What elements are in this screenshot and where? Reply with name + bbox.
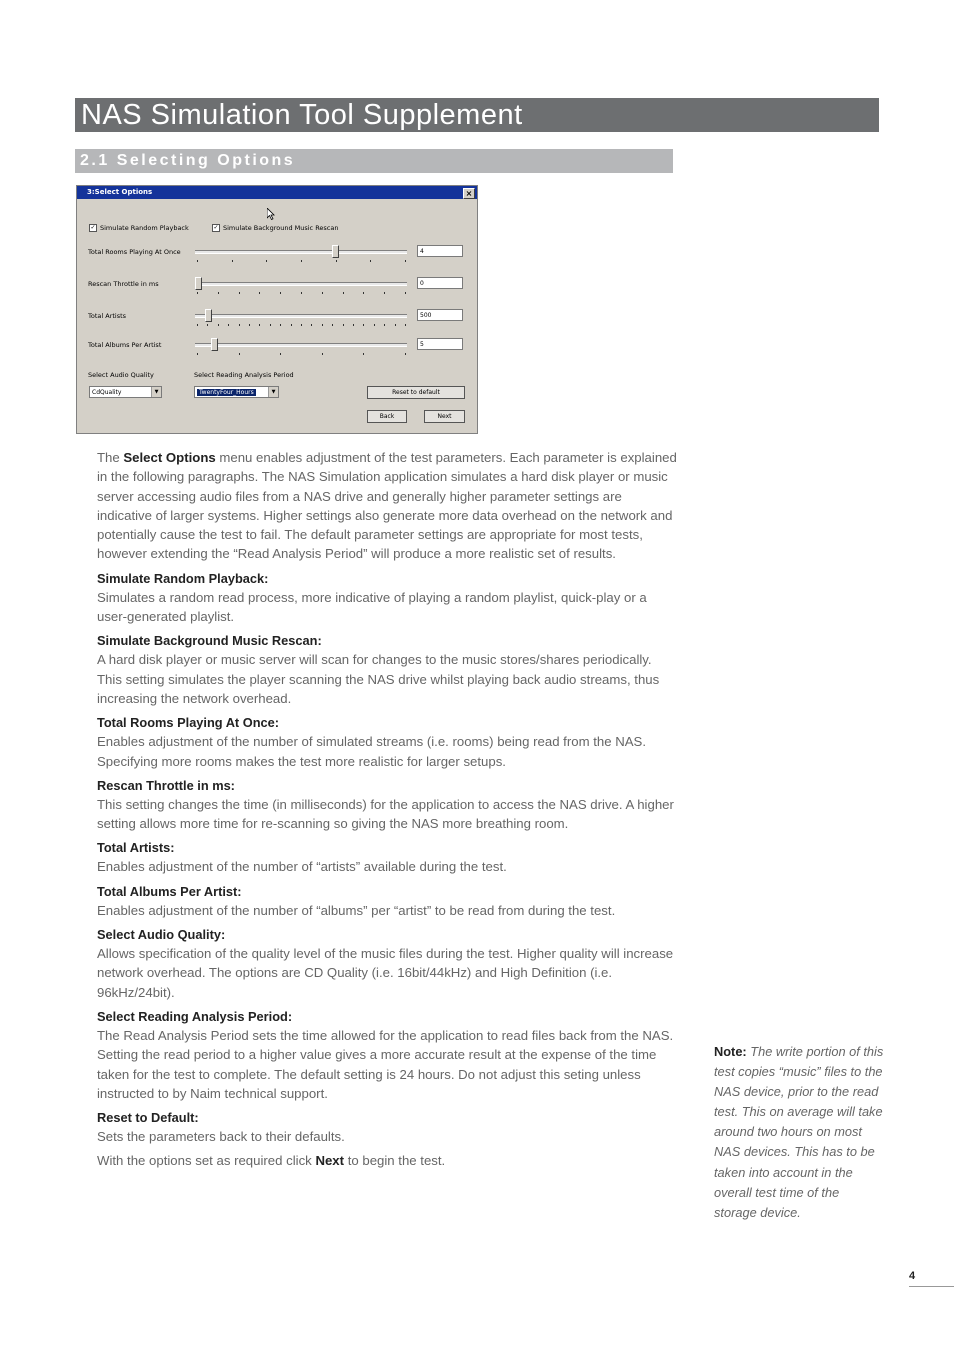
slider-value-input[interactable]: 500 [417, 309, 463, 321]
parameter-heading: Select Reading Analysis Period: [97, 1008, 293, 1024]
slider-tick [280, 353, 281, 355]
intro-paragraph [97, 448, 677, 564]
page-number: 4 [909, 1270, 954, 1287]
parameter-text: The Read Analysis Period sets the time allowed for the application to read files back from the NAS. Setting the read period to a higher value gives a more accurate result at the expense of the time taken for the test to complete. The default setting is 24 hours. Do not adjust this seting unless instructed to by Naim technical support. [97, 1027, 674, 1101]
analysis-period-select[interactable] [194, 386, 279, 398]
simulate-background-rescan-checkbox[interactable] [212, 224, 338, 232]
parameter-description [97, 631, 677, 708]
analysis-period-label: Select Reading Analysis Period [194, 371, 294, 379]
slider-tick [259, 324, 260, 326]
parameter-text: Enables adjustment of the number of “albums” per “artist” to be read from during the test. [97, 902, 616, 918]
slider-track[interactable] [195, 282, 407, 286]
slider-tick [322, 353, 323, 355]
slider-label: Total Rooms Playing At Once [88, 248, 181, 256]
slider-tick [239, 292, 240, 294]
back-button[interactable]: Back [367, 410, 407, 423]
page-title: NAS Simulation Tool Supplement [75, 98, 879, 132]
slider-label: Rescan Throttle in ms [88, 280, 159, 288]
slider-tick [311, 324, 312, 326]
slider-tick [353, 324, 354, 326]
slider-tick [280, 292, 281, 294]
slider-tick [405, 353, 406, 355]
parameter-heading: Total Artists: [97, 840, 175, 856]
slider-tick [363, 353, 364, 355]
slider-tick [363, 292, 364, 294]
slider-tick [370, 260, 371, 262]
slider-tick [384, 292, 385, 294]
slider-tick [343, 324, 344, 326]
slider-tick [280, 324, 281, 326]
slider-tick [301, 260, 302, 262]
slider-tick [266, 260, 267, 262]
slider-tick [249, 324, 250, 326]
slider-tick [395, 324, 396, 326]
parameter-text: Enables adjustment of the number of simulated streams (i.e. rooms) being read from the NAS. Specifying more rooms makes the test more realistic for larger setups. [97, 734, 647, 769]
audio-quality-value: CdQuality [92, 389, 122, 396]
parameter-text: This setting changes the time (in milliseconds) for the application to access the NAS drive. A higher setting allows more time for re-scanning so giving the NAS more breathing room. [97, 796, 674, 832]
check-icon: ✓ [213, 224, 219, 231]
note-label: Note: [714, 1044, 747, 1059]
parameter-heading: Simulate Background Music Rescan: [97, 633, 322, 649]
parameter-heading: Rescan Throttle in ms: [97, 777, 235, 793]
slider-tick [197, 292, 198, 294]
audio-quality-label: Select Audio Quality [88, 371, 154, 379]
intro-text-rest: menu enables adjustment of the test parameters. Each parameter is explained in the following paragraphs. The NAS Simulation application simulates a hard disk player or music server accessing audio files from a NAS drive and generally higher parameter settings are indicative of larger systems. Higher settings also generate more data overhead on the network and potentially cause the test to fail. The default parameter settings are appropriate for most tests, however extending the “Read Analysis Period” will produce a more realistic set of results. [97, 450, 677, 562]
slider-tick [363, 324, 364, 326]
slider-tick [228, 324, 229, 326]
slider-tick [239, 324, 240, 326]
slider-tick [384, 324, 385, 326]
parameter-text: Simulates a random read process, more indicative of playing a random playlist, quick-play or a user-generated playlist. [97, 589, 647, 625]
slider-value-input[interactable]: 0 [417, 277, 463, 289]
slider-tick [239, 353, 240, 355]
parameter-description [97, 713, 677, 771]
simulate-random-playback-checkbox[interactable] [89, 224, 189, 232]
closing-paragraph [97, 1151, 677, 1170]
parameter-description [97, 569, 677, 627]
parameter-heading: Simulate Random Playback: [97, 570, 269, 586]
slider-tick [405, 324, 406, 326]
parameter-heading: Total Rooms Playing At Once: [97, 715, 280, 731]
select-options-dialog [76, 185, 478, 434]
slider-tick [232, 260, 233, 262]
slider-tick [336, 260, 337, 262]
slider-tick [405, 260, 406, 262]
slider-tick [301, 292, 302, 294]
closing-text: With the options set as required click [97, 1153, 316, 1169]
slider-tick [322, 324, 323, 326]
slider-tick [218, 292, 219, 294]
slider-value-input[interactable]: 4 [417, 245, 463, 257]
slider-track[interactable] [195, 314, 407, 318]
slider-tick [259, 292, 260, 294]
closing-text-rest: to begin the test. [344, 1153, 446, 1169]
checkbox-label: Simulate Background Music Rescan [223, 224, 339, 232]
parameter-text: A hard disk player or music server will scan for changes to the music stores/shares periodically. This setting simulates the player scanning the NAS drive whilst playing back audio streams, thus increasing the network overhead. [97, 652, 660, 706]
slider-tick [374, 324, 375, 326]
parameter-text: Sets the parameters back to their defaults. [97, 1129, 345, 1145]
slider-tick [343, 292, 344, 294]
slider-track[interactable] [195, 343, 407, 347]
slider-tick [291, 324, 292, 326]
note-text: The write portion of this test copies “music” files to the NAS device, prior to the read test. This on average will take around two hours on most NAS devices. This has to be taken into account in the overall test time of the storage device. [714, 1044, 884, 1220]
analysis-period-value: TwentyFour_Hours [199, 389, 254, 396]
audio-quality-select[interactable] [89, 386, 162, 398]
chevron-down-icon[interactable]: ▼ [151, 387, 161, 397]
parameter-description [97, 1108, 677, 1146]
slider-thumb[interactable] [332, 245, 339, 258]
parameter-text: Allows specification of the quality level of the music files during the test. Higher quality will increase network overhead. The options are CD Quality (i.e. 16bit/44kHz) and High Definition (i.e. 96kHz/24bit). [97, 946, 674, 1000]
parameter-description [97, 1007, 677, 1103]
parameter-heading: Reset to Default: [97, 1110, 199, 1126]
slider-thumb[interactable] [195, 277, 202, 290]
parameter-description [97, 838, 677, 876]
parameter-heading: Select Audio Quality: [97, 927, 226, 943]
close-icon[interactable]: × [463, 188, 475, 199]
slider-thumb[interactable] [211, 338, 218, 351]
check-icon: ✓ [90, 224, 96, 231]
slider-tick [322, 292, 323, 294]
slider-tick [207, 324, 208, 326]
dialog-titlebar [77, 186, 477, 199]
section-heading: 2.1 Selecting Options [75, 149, 673, 173]
slider-tick [218, 324, 219, 326]
closing-bold: Next [315, 1153, 345, 1169]
parameter-description [97, 776, 677, 834]
parameter-description [97, 925, 677, 1002]
parameter-text: Enables adjustment of the number of “artists” available during the test. [97, 859, 507, 875]
parameter-heading: Total Albums Per Artist: [97, 883, 242, 899]
slider-tick [197, 260, 198, 262]
slider-tick [405, 292, 406, 294]
next-button[interactable]: Next [424, 410, 465, 423]
intro-text: The [97, 450, 124, 465]
intro-bold: Select Options [123, 450, 216, 465]
parameter-description [97, 882, 677, 920]
checkbox-label: Simulate Random Playback [100, 224, 189, 232]
slider-thumb[interactable] [205, 309, 212, 322]
mouse-cursor-icon [267, 208, 275, 220]
slider-tick [270, 324, 271, 326]
slider-track[interactable] [195, 250, 407, 254]
slider-tick [301, 324, 302, 326]
slider-tick [197, 324, 198, 326]
chevron-down-icon[interactable]: ▼ [268, 387, 278, 397]
slider-value-input[interactable]: 5 [417, 338, 463, 350]
slider-label: Total Albums Per Artist [88, 341, 162, 349]
side-note [714, 1042, 884, 1223]
slider-tick [197, 353, 198, 355]
dialog-title: 3:Select Options [87, 188, 153, 196]
reset-to-default-button[interactable]: Reset to default [367, 386, 465, 399]
body-text [97, 448, 677, 1176]
slider-tick [332, 324, 333, 326]
slider-label: Total Artists [88, 312, 127, 320]
